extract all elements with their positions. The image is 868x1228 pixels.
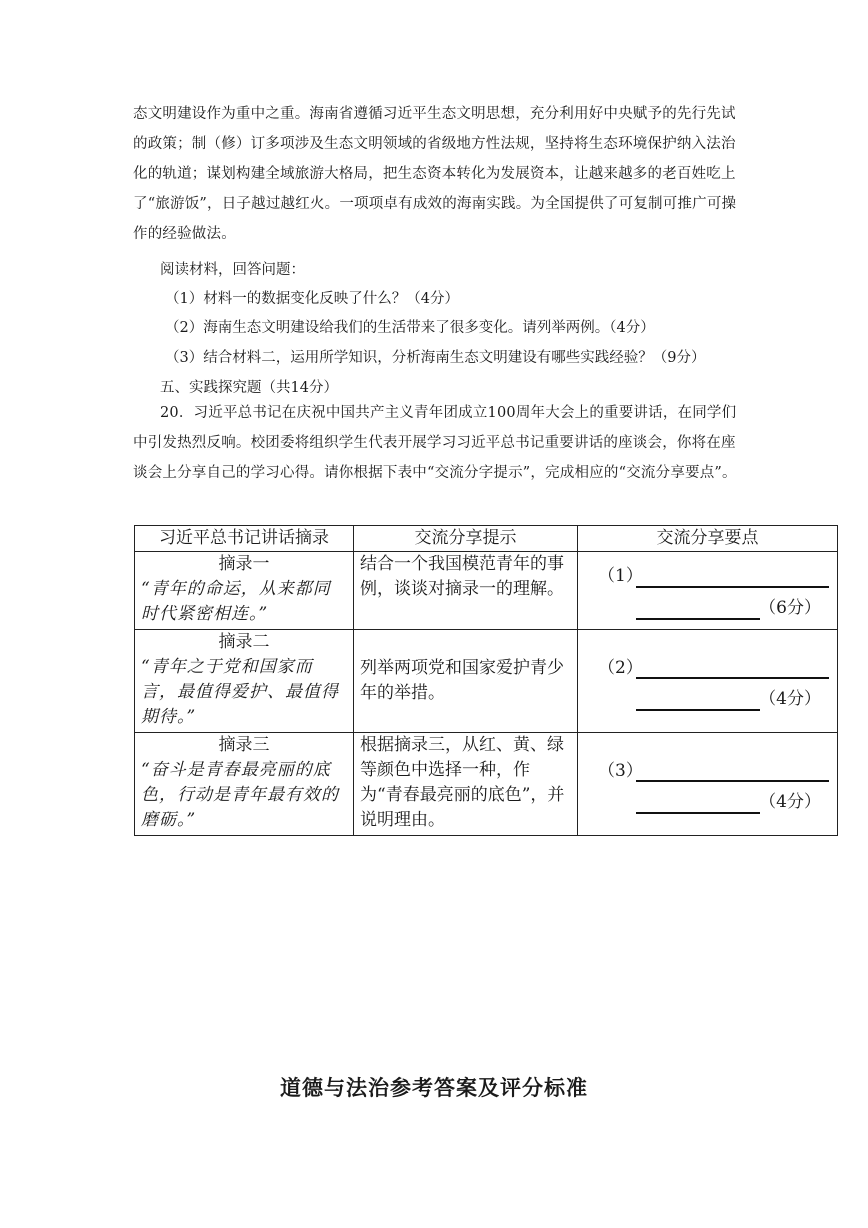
table-header-row [135,526,838,552]
answer-blank-line[interactable] [636,677,829,679]
excerpt-title: 摘录一 [218,554,270,574]
answer-cell [578,552,838,630]
table-row [135,630,838,733]
answer-number: （3） [598,761,643,781]
answer-score: （4分） [759,689,821,709]
hint-cell: 列举两项党和国家爱护青少年的举措。 [354,630,578,733]
excerpt-quote: “青年之于党和国家而言，最值得爱护、最值得期待。” [141,657,339,727]
question-1: （1）材料一的数据变化反映了什么？（4分） [165,291,459,307]
excerpt-quote: “奋斗是青春最亮丽的底色，行动是青年最有效的磨砺。” [141,760,339,830]
section-title: 五、实践探究题（共14分） [160,380,338,396]
excerpt-quote: “青年的命运，从来都同时代紧密相连。” [141,579,331,624]
question-3: （3）结合材料二，运用所学知识，分析海南生态文明建设有哪些实践经验？（9分） [165,350,706,366]
question-20-paragraph: 20．习近平总书记在庆祝中国共产主义青年团成立100周年大会上的重要讲话，在同学们中引发热烈反响。校团委将组织学生代表开展学习习近平总书记重要讲话的座谈会，你将在座谈会上分享自己的学习心得。请你根据下表中“交流分字提示”，完成相应的“交流分享要点”。 [133,405,737,481]
share-table [134,525,838,836]
table-row [135,552,838,630]
answer-blank-line[interactable] [636,780,829,782]
table-row [135,733,838,836]
answer-blank-line[interactable] [636,586,829,588]
answer-section-title: 道德与法治参考答案及评分标准 [280,1076,588,1100]
header-excerpt: 习近平总书记讲话摘录 [135,526,354,552]
answer-number: （2） [598,658,643,678]
reading-prompt: 阅读材料，回答问题： [160,262,305,278]
excerpt-cell [135,630,354,733]
answer-blank-line[interactable] [636,709,760,711]
excerpt-cell [135,552,354,630]
excerpt-cell [135,733,354,836]
hint-cell: 结合一个我国模范青年的事例，谈谈对摘录一的理解。 [354,552,578,630]
answer-blank-line[interactable] [636,812,760,814]
answer-blank-line[interactable] [636,618,760,620]
hint-cell: 根据摘录三，从红、黄、绿等颜色中选择一种，作为“青春最亮丽的底色”，并说明理由。 [354,733,578,836]
header-hint: 交流分享提示 [354,526,578,552]
excerpt-title: 摘录三 [218,735,270,755]
excerpt-title: 摘录二 [218,632,270,652]
header-answer: 交流分享要点 [578,526,838,552]
material-paragraph: 态文明建设作为重中之重。海南省遵循习近平生态文明思想，充分利用好中央赋予的先行先试的政策；制（修）订多项涉及生态文明领域的省级地方性法规，坚持将生态环境保护纳入法治化的轨道；谋划构建全域旅游大格局，把生态资本转化为发展资本，让越来越多的老百姓吃上了“旅游饭”，日子越过越红火。一项项卓有成效的海南实践。为全国提供了可复制可推广可操作的经验做法。 [133,106,737,242]
answer-score: （4分） [759,792,821,812]
question-2: （2）海南生态文明建设给我们的生活带来了很多变化。请列举两例。（4分） [165,320,655,336]
answer-number: （1） [598,566,643,586]
answer-cell [578,630,838,733]
answer-score: （6分） [759,598,821,618]
answer-cell [578,733,838,836]
